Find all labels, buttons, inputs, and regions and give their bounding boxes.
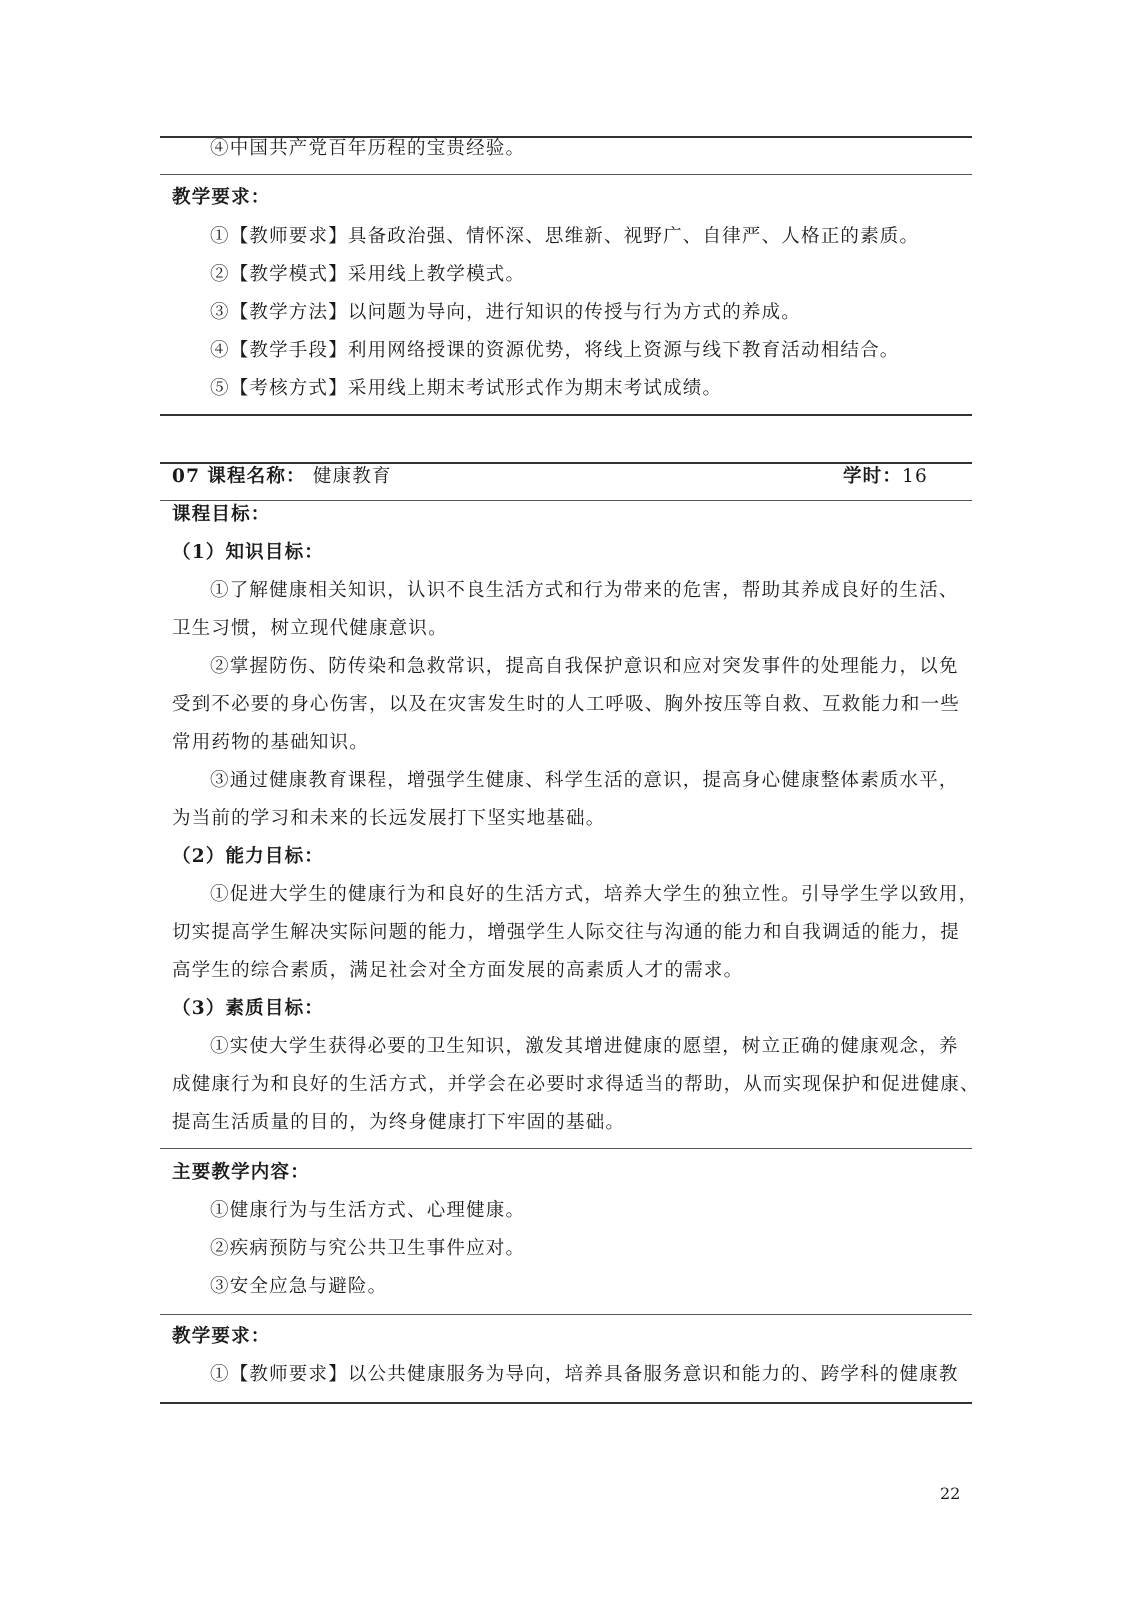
course-header-row <box>172 458 962 496</box>
paragraph-line: ①实使大学生获得必要的卫生知识，激发其增进健康的愿望，树立正确的健康观念，养 <box>210 1036 959 1057</box>
table-divider <box>160 1314 972 1315</box>
requirements-label: 教学要求： <box>172 1326 271 1347</box>
ability-objective-label: （2）能力目标： <box>172 846 324 867</box>
course-hours-value: 16 <box>902 466 928 487</box>
requirement-item: ④【教学手段】利用网络授课的资源优势，将线上资源与线下教育活动相结合。 <box>210 340 900 361</box>
objectives-label: 课程目标： <box>172 504 271 525</box>
paragraph-line: ①了解健康相关知识，认识不良生活方式和行为带来的危害，帮助其养成良好的生活、 <box>210 580 959 601</box>
requirement-item: ①【教师要求】以公共健康服务为导向，培养具备服务意识和能力的、跨学科的健康教 <box>210 1364 959 1385</box>
knowledge-objective-label: （1）知识目标： <box>172 542 324 563</box>
paragraph-line: ②掌握防伤、防传染和急救常识，提高自我保护意识和应对突发事件的处理能力，以免 <box>210 656 959 677</box>
quality-objective-label: （3）素质目标： <box>172 998 324 1019</box>
paragraph-line: 常用药物的基础知识。 <box>172 732 370 753</box>
main-content-label: 主要教学内容： <box>172 1162 310 1183</box>
requirements-label: 教学要求： <box>172 187 271 208</box>
requirement-item: ②【教学模式】采用线上教学模式。 <box>210 264 526 285</box>
requirement-item: ⑤【考核方式】采用线上期末考试形式作为期末考试成绩。 <box>210 378 723 399</box>
paragraph-line: 切实提高学生解决实际问题的能力，增强学生人际交往与沟通的能力和自我调适的能力，提 <box>172 922 961 943</box>
table-border-bottom <box>160 1402 972 1404</box>
content-item: ②疾病预防与究公共卫生事件应对。 <box>210 1238 526 1259</box>
table-border-bottom <box>160 414 972 416</box>
course-hours <box>843 458 928 496</box>
content-item: ③安全应急与避险。 <box>210 1276 388 1297</box>
paragraph-line: 受到不必要的身心伤害，以及在灾害发生时的人工呼吸、胸外按压等自救、互救能力和一些 <box>172 694 961 715</box>
course-name: 健康教育 <box>312 466 392 487</box>
paragraph-line: 提高生活质量的目的，为终身健康打下牢固的基础。 <box>172 1112 626 1133</box>
table-divider <box>160 1148 972 1149</box>
requirement-item: ①【教师要求】具备政治强、情怀深、思维新、视野广、自律严、人格正的素质。 <box>210 226 920 247</box>
paragraph-line: 卫生习惯，树立现代健康意识。 <box>172 618 448 639</box>
course-number: 07 <box>172 466 201 487</box>
paragraph-line: 成健康行为和良好的生活方式，并学会在必要时求得适当的帮助，从而实现保护和促进健康、 <box>172 1074 980 1095</box>
content-item: ④中国共产党百年历程的宝贵经验。 <box>210 138 526 159</box>
course-name-label: 课程名称： <box>207 466 306 487</box>
requirement-item: ③【教学方法】以问题为导向，进行知识的传授与行为方式的养成。 <box>210 302 802 323</box>
course-hours-label: 学时： <box>842 466 903 487</box>
paragraph-line: 高学生的综合素质，满足社会对全方面发展的高素质人才的需求。 <box>172 960 744 981</box>
paragraph-line: ③通过健康教育课程，增强学生健康、科学生活的意识，提高身心健康整体素质水平， <box>210 770 959 791</box>
content-item: ①健康行为与生活方式、心理健康。 <box>210 1200 526 1221</box>
paragraph-line: ①促进大学生的健康行为和良好的生活方式，培养大学生的独立性。引导学生学以致用， <box>210 884 979 905</box>
paragraph-line: 为当前的学习和未来的长远发展打下坚实地基础。 <box>172 808 606 829</box>
table-divider <box>160 174 972 175</box>
page-number: 22 <box>940 1484 961 1503</box>
